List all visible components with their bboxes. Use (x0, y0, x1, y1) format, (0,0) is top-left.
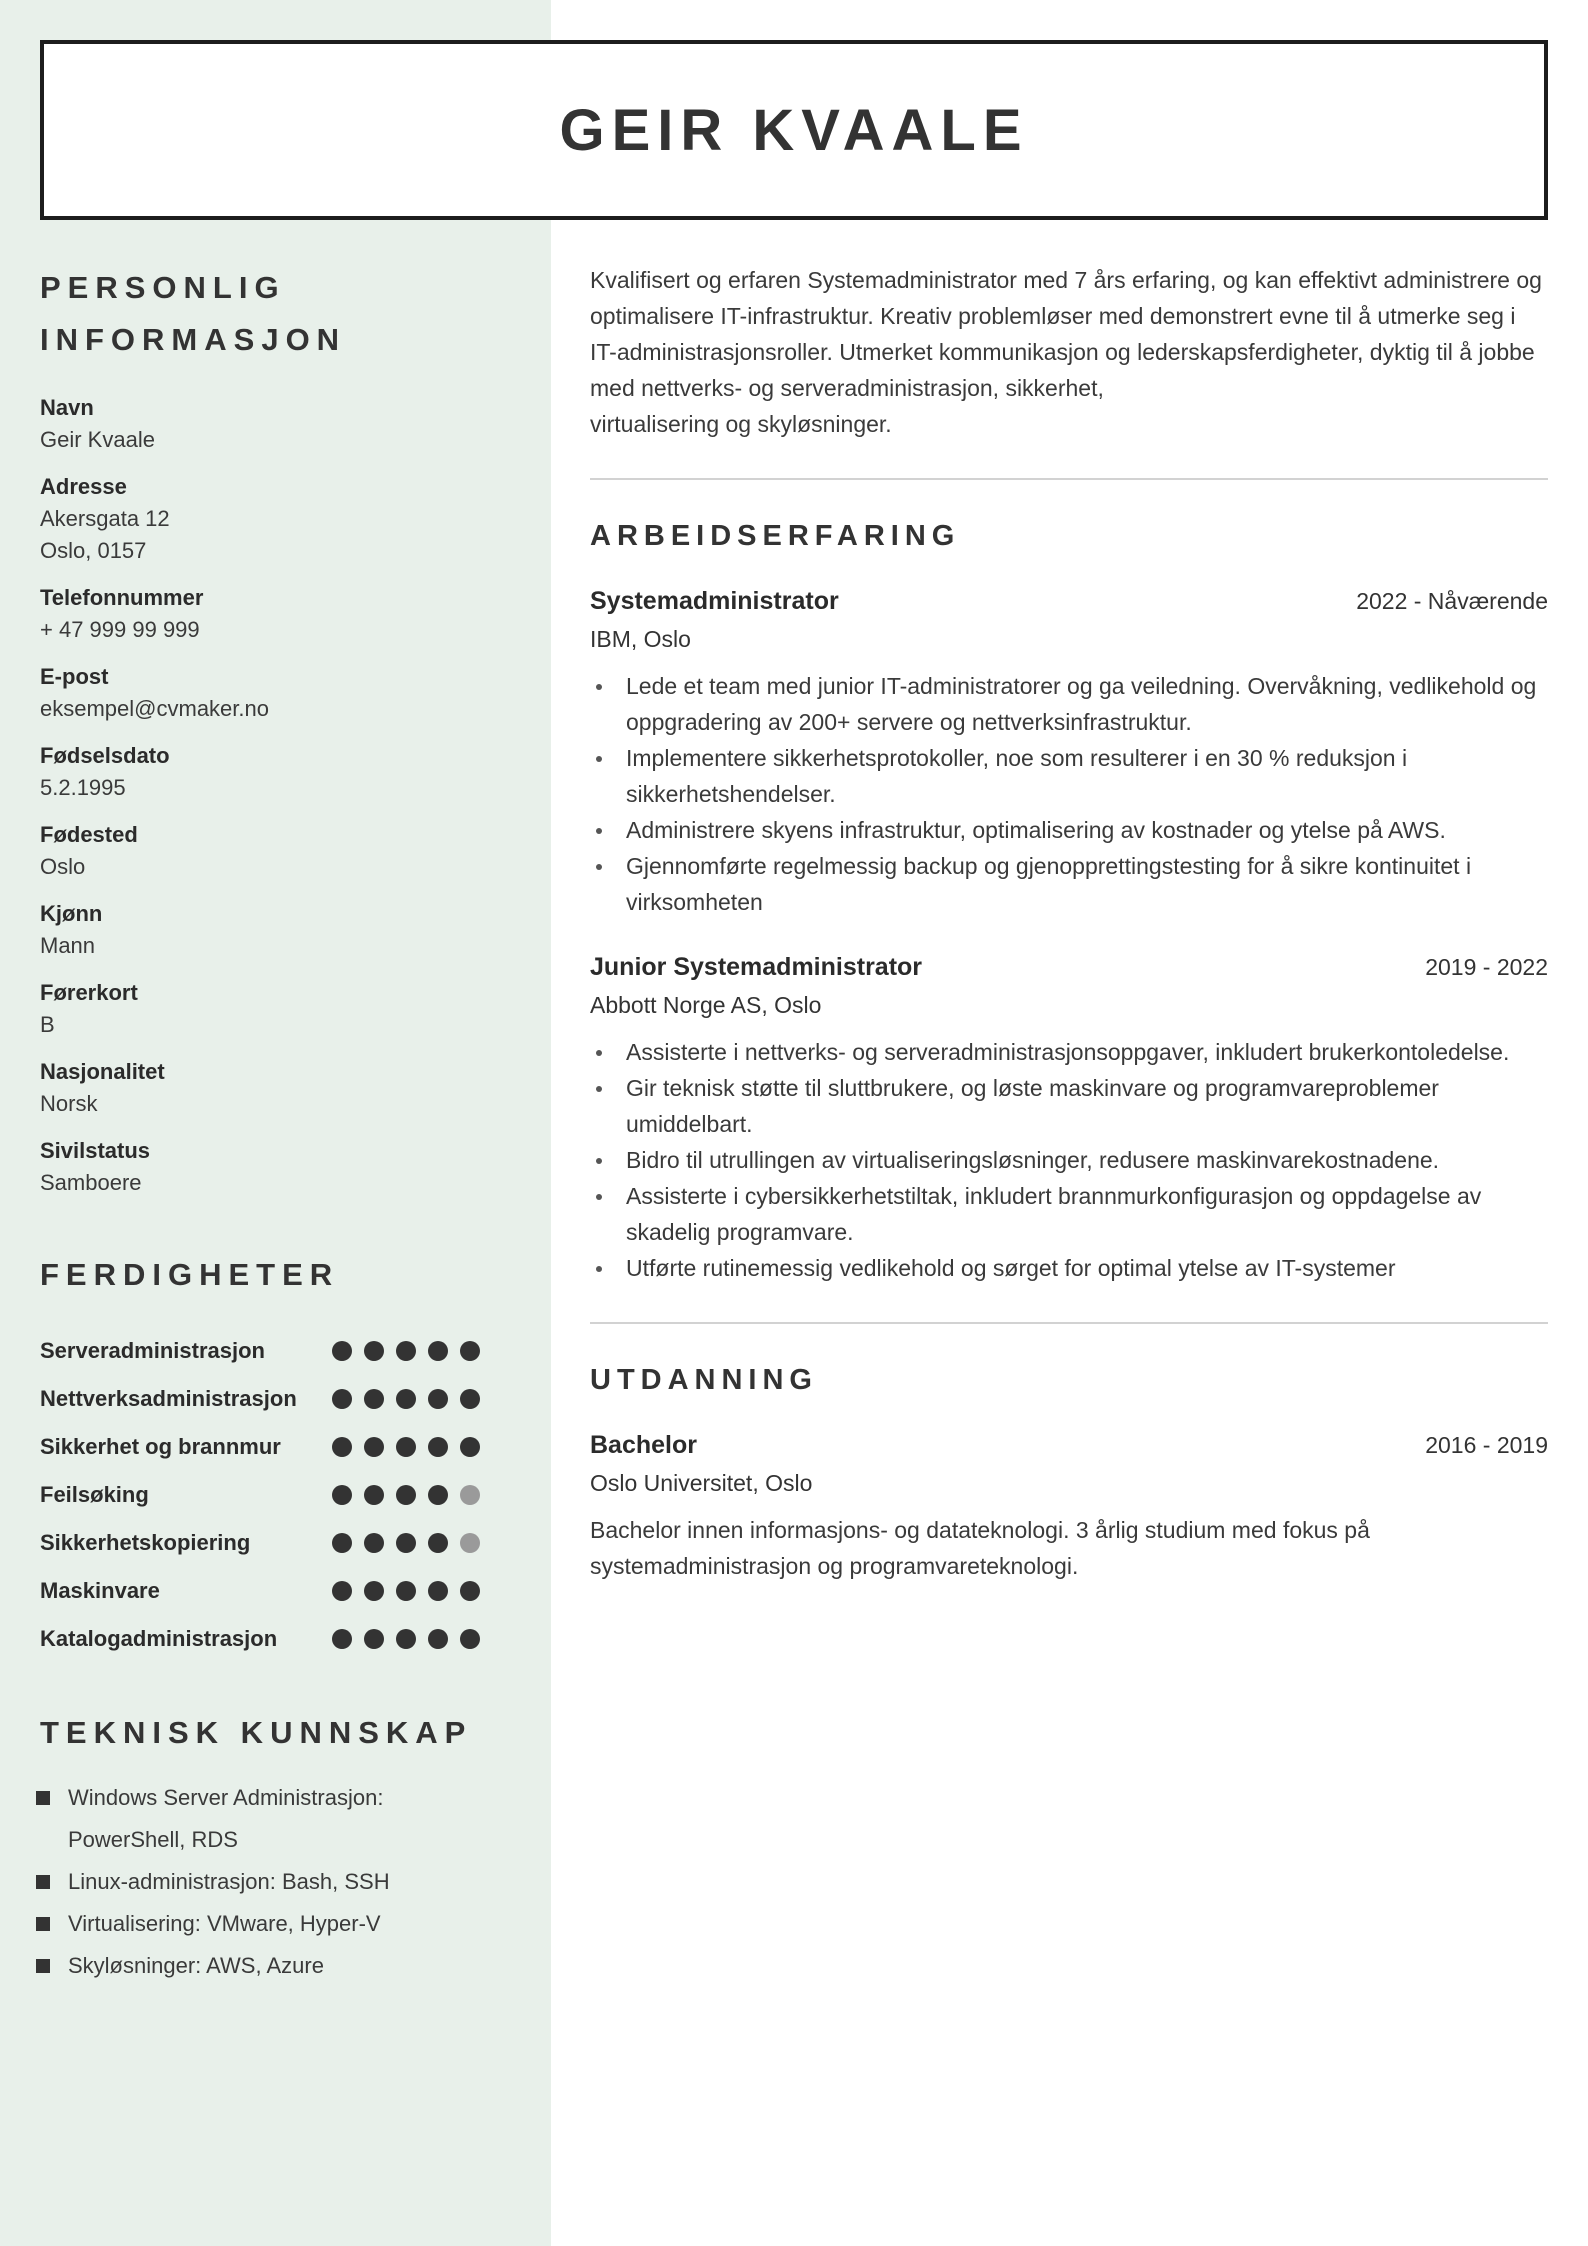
filled-dot-icon (460, 1389, 480, 1409)
skill-name: Nettverksadministrasjon (40, 1386, 297, 1411)
tech-item (40, 1861, 440, 1903)
info-label: Førerkort (40, 980, 138, 1005)
info-value: 5.2.1995 (40, 775, 126, 800)
section-divider (590, 1322, 1548, 1324)
skill-row (40, 1327, 480, 1375)
skill-name: Katalogadministrasjon (40, 1626, 278, 1651)
info-gender (40, 898, 510, 962)
filled-dot-icon (364, 1533, 384, 1553)
filled-dot-icon (332, 1629, 352, 1649)
info-birthdate (40, 740, 510, 804)
info-nationality (40, 1056, 510, 1120)
filled-dot-icon (396, 1437, 416, 1457)
info-value: Mann (40, 933, 96, 958)
info-name (40, 392, 510, 456)
info-label: Telefonnummer (40, 585, 204, 610)
job-bullet (590, 1070, 1548, 1142)
education-degree: Bachelor (590, 1431, 697, 1459)
filled-dot-icon (396, 1341, 416, 1361)
job-bullet (590, 1250, 1548, 1286)
filled-dot-icon (428, 1533, 448, 1553)
education-header (590, 1426, 1548, 1464)
info-label: E-post (40, 664, 109, 689)
job-bullet-text: Bidro til utrullingen av virtualiseringsløsninger, redusere maskinvarekostnadene. (626, 1147, 1440, 1173)
job-bullet-text: Gir teknisk støtte til sluttbrukere, og løste maskinvare og programvareproblemer umiddelbart. (626, 1075, 1439, 1137)
filled-dot-icon (332, 1485, 352, 1505)
tech-item-text: Virtualisering: VMware, Hyper-V (68, 1911, 381, 1936)
filled-dot-icon (428, 1437, 448, 1457)
personal-info-title: PERSONLIG INFORMASJON (40, 270, 347, 357)
filled-dot-icon (396, 1485, 416, 1505)
filled-dot-icon (460, 1581, 480, 1601)
job-bullet (590, 812, 1548, 848)
education-date: 2016 - 2019 (1425, 1432, 1548, 1458)
filled-dot-icon (460, 1629, 480, 1649)
job-bullet (590, 740, 1548, 812)
personal-info-list (40, 392, 510, 1199)
filled-dot-icon (428, 1485, 448, 1505)
tech-section (40, 1707, 510, 1987)
skill-row (40, 1615, 480, 1663)
square-bullet-icon (36, 1917, 50, 1931)
info-value: B (40, 1012, 55, 1037)
info-label: Kjønn (40, 901, 103, 926)
info-label: Navn (40, 395, 94, 420)
section-divider (590, 478, 1548, 480)
candidate-name: GEIR KVAALE (559, 97, 1029, 163)
skill-level-rating (332, 1581, 480, 1601)
info-value: eksempel@cvmaker.no (40, 696, 269, 721)
info-value-line2: Oslo, 0157 (40, 538, 147, 563)
job-header (590, 582, 1548, 620)
skill-name: Maskinvare (40, 1578, 160, 1603)
name-header (40, 40, 1548, 220)
education-entry (590, 1426, 1548, 1584)
filled-dot-icon (396, 1629, 416, 1649)
job-bullet-text: Assisterte i cybersikkerhetstiltak, inkludert brannmurkonfigurasjon og oppdagelse av skadelig programvare. (626, 1183, 1482, 1245)
filled-dot-icon (460, 1341, 480, 1361)
tech-item-text: Skyløsninger: AWS, Azure (68, 1953, 324, 1978)
skill-level-rating (332, 1485, 480, 1505)
filled-dot-icon (332, 1437, 352, 1457)
info-email (40, 661, 510, 725)
job-company: Abbott Norge AS, Oslo (590, 992, 822, 1018)
skill-row (40, 1375, 480, 1423)
filled-dot-icon (364, 1485, 384, 1505)
experience-section (590, 516, 1548, 1286)
bullet-icon (596, 1266, 602, 1272)
education-description: Bachelor innen informasjons- og datateknologi. 3 årlig studium med fokus på systemadministrasjon og programvareteknologi. (590, 1517, 1370, 1579)
filled-dot-icon (428, 1629, 448, 1649)
bullet-icon (596, 1086, 602, 1092)
info-value: Geir Kvaale (40, 427, 155, 452)
info-license (40, 977, 510, 1041)
square-bullet-icon (36, 1791, 50, 1805)
job-entry (590, 948, 1548, 1286)
empty-dot-icon (460, 1533, 480, 1553)
filled-dot-icon (332, 1389, 352, 1409)
skill-name: Feilsøking (40, 1482, 149, 1507)
skills-title: FERDIGHETER (40, 1257, 340, 1292)
filled-dot-icon (428, 1581, 448, 1601)
filled-dot-icon (428, 1389, 448, 1409)
info-value: + 47 999 99 999 (40, 617, 200, 642)
info-label: Nasjonalitet (40, 1059, 165, 1084)
filled-dot-icon (396, 1389, 416, 1409)
skill-row (40, 1471, 480, 1519)
skill-level-rating (332, 1389, 480, 1409)
job-bullet-text: Implementere sikkerhetsprotokoller, noe som resulterer i en 30 % reduksjon i sikkerhetshendelser. (626, 745, 1408, 807)
education-school: Oslo Universitet, Oslo (590, 1470, 813, 1496)
square-bullet-icon (36, 1875, 50, 1889)
skill-name: Sikkerhetskopiering (40, 1530, 251, 1555)
job-title: Junior Systemadministrator (590, 953, 923, 981)
job-bullet (590, 1034, 1548, 1070)
bullet-icon (596, 864, 602, 870)
square-bullet-icon (36, 1959, 50, 1973)
job-bullet (590, 848, 1548, 920)
skill-row (40, 1519, 480, 1567)
info-address (40, 471, 510, 567)
job-date: 2019 - 2022 (1425, 954, 1548, 980)
skill-level-rating (332, 1341, 480, 1361)
skills-section (40, 1249, 510, 1663)
profile-summary (590, 262, 1548, 442)
job-bullet-text: Gjennomførte regelmessig backup og gjenopprettingstesting for å sikre kontinuitet i virksomheten (626, 853, 1472, 915)
filled-dot-icon (364, 1581, 384, 1601)
info-label: Fødselsdato (40, 743, 170, 768)
summary-text-line2: virtualisering og skyløsninger. (590, 411, 892, 437)
skill-level-rating (332, 1437, 480, 1457)
skill-level-rating (332, 1629, 480, 1649)
info-value: Norsk (40, 1091, 98, 1116)
tech-item (40, 1777, 440, 1861)
info-marital-status (40, 1135, 510, 1199)
empty-dot-icon (460, 1485, 480, 1505)
bullet-icon (596, 1158, 602, 1164)
bullet-icon (596, 828, 602, 834)
info-label: Sivilstatus (40, 1138, 151, 1163)
info-label: Adresse (40, 474, 127, 499)
job-bullet-text: Utførte rutinemessig vedlikehold og sørget for optimal ytelse av IT-systemer (626, 1255, 1396, 1281)
filled-dot-icon (364, 1389, 384, 1409)
filled-dot-icon (332, 1581, 352, 1601)
filled-dot-icon (396, 1533, 416, 1553)
summary-text: Kvalifisert og erfaren Systemadministrator med 7 års erfaring, og kan effektivt administrere og optimalisere IT-infrastruktur. Kreativ problemløser med demonstrert evne til å utmerke seg i IT-administrasjonsroller. Utmerket kommunikasjon og lederskapsferdigheter, dyktig til å jobbe med nettverks- og serveradministrasjon, sikkerhet, (590, 267, 1542, 401)
filled-dot-icon (332, 1533, 352, 1553)
job-date: 2022 - Nåværende (1356, 588, 1548, 614)
tech-title: TEKNISK KUNNSKAP (40, 1715, 473, 1750)
bullet-icon (596, 756, 602, 762)
tech-item-text: Windows Server Administrasjon: PowerShell, RDS (68, 1785, 384, 1852)
info-label: Fødested (40, 822, 138, 847)
education-section (590, 1360, 1548, 1584)
job-bullet (590, 1178, 1548, 1250)
job-bullet (590, 668, 1548, 740)
job-entry (590, 582, 1548, 920)
bullet-icon (596, 1194, 602, 1200)
bullet-icon (596, 1050, 602, 1056)
skill-row (40, 1423, 480, 1471)
filled-dot-icon (364, 1341, 384, 1361)
info-birthplace (40, 819, 510, 883)
tech-list (40, 1777, 510, 1987)
bullet-icon (596, 684, 602, 690)
filled-dot-icon (332, 1341, 352, 1361)
info-value: Samboere (40, 1170, 142, 1195)
job-company: IBM, Oslo (590, 626, 691, 652)
main-content (590, 262, 1548, 1612)
tech-item-text: Linux-administrasjon: Bash, SSH (68, 1869, 390, 1894)
info-value: Akersgata 12 (40, 506, 170, 531)
job-bullets (590, 668, 1548, 920)
filled-dot-icon (364, 1629, 384, 1649)
skill-name: Serveradministrasjon (40, 1338, 265, 1363)
skill-row (40, 1567, 480, 1615)
skill-level-rating (332, 1533, 480, 1553)
skills-list (40, 1327, 510, 1663)
personal-info-section (40, 262, 510, 1199)
filled-dot-icon (396, 1581, 416, 1601)
job-header (590, 948, 1548, 986)
tech-item (40, 1903, 440, 1945)
job-bullet-text: Lede et team med junior IT-administratorer og ga veiledning. Overvåkning, vedlikehold og oppgradering av 200+ servere og nettverksinfrastruktur. (626, 673, 1537, 735)
experience-title: ARBEIDSERFARING (590, 520, 961, 552)
info-phone (40, 582, 510, 646)
filled-dot-icon (364, 1437, 384, 1457)
job-bullets (590, 1034, 1548, 1286)
job-bullet-text: Assisterte i nettverks- og serveradministrasjonsoppgaver, inkludert brukerkontoledelse. (626, 1039, 1510, 1065)
tech-item (40, 1945, 440, 1987)
skill-name: Sikkerhet og brannmur (40, 1434, 281, 1459)
job-title: Systemadministrator (590, 587, 839, 615)
filled-dot-icon (428, 1341, 448, 1361)
sidebar (40, 262, 510, 1987)
info-value: Oslo (40, 854, 86, 879)
education-title: UTDANNING (590, 1364, 818, 1396)
job-bullet (590, 1142, 1548, 1178)
filled-dot-icon (460, 1437, 480, 1457)
job-bullet-text: Administrere skyens infrastruktur, optimalisering av kostnader og ytelse på AWS. (626, 817, 1446, 843)
